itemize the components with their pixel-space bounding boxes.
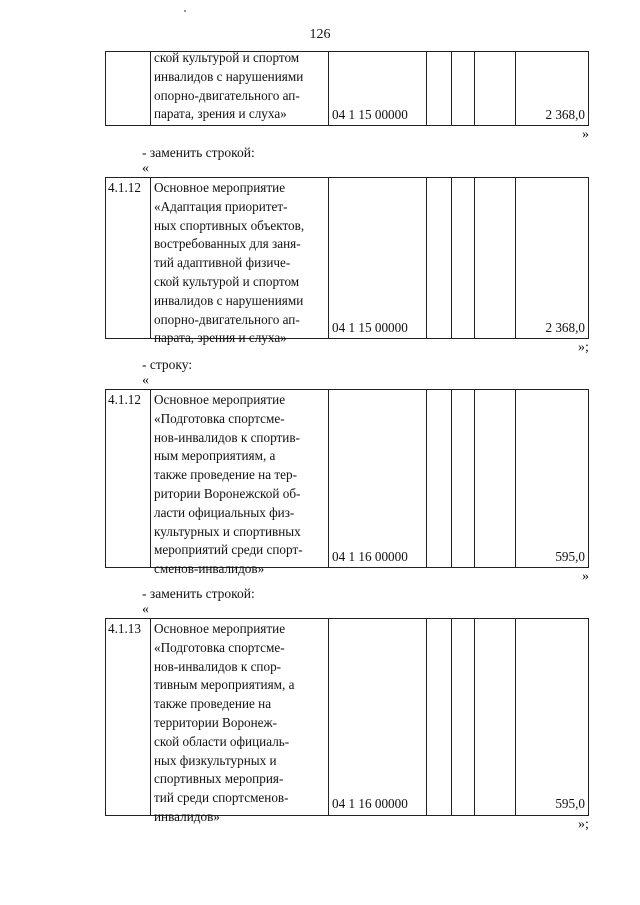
closing-quote: »;: [578, 817, 589, 832]
page-number: 126: [309, 27, 331, 42]
closing-quote: »: [582, 127, 589, 142]
row-description: Основное мероприятие «Адаптация приоритет- ных спортивных объектов, востребованных для заня- тий адаптивной физиче- ской культурой и спортом инвалидов с нарушениями опорно-двигательного ап- парата, зрения и слуха»: [154, 180, 305, 346]
row-description: ской культурой и спортом инвалидов с нарушениями опорно-двигательного ап- парата, зрения и слуха»: [154, 50, 304, 122]
scan-speck: [184, 10, 186, 12]
closing-quote: »: [582, 569, 589, 584]
row-description: Основное мероприятие «Подготовка спортсме- нов-инвалидов к спортив- ным мероприятиям, а также проведение на тер- ритории Воронежской об- ласти официальных физ- культурных и спортивных мероприятий среди спорт- сменов-инвалидов»: [154, 392, 303, 577]
row-number: 4.1.12: [108, 180, 141, 195]
row-code: 04 1 15 00000: [332, 107, 408, 122]
opening-quote: «: [142, 373, 149, 388]
instruction-replace: - заменить строкой:: [142, 145, 255, 160]
row-value: 2 368,0: [545, 320, 585, 335]
table-row-4-1-12-old: [105, 389, 589, 577]
instruction-replace: - заменить строкой:: [142, 586, 255, 601]
opening-quote: «: [142, 602, 149, 617]
table-row-4-1-13: [105, 618, 589, 824]
row-description: Основное мероприятие «Подготовка спортсме- нов-инвалидов к спор- тивным мероприятиям, а также проведение на территории Воронеж- ской области официаль- ных физкультурных и спортивных мероприя- тий среди спортсменов- инвалидов»: [154, 621, 295, 824]
row-value: 595,0: [555, 796, 585, 811]
table-row-continuation: [105, 51, 589, 126]
row-code: 04 1 16 00000: [332, 549, 408, 564]
row-number: 4.1.13: [108, 621, 141, 636]
closing-quote: »;: [578, 340, 589, 355]
row-code: 04 1 15 00000: [332, 320, 408, 335]
instruction-row: - строку:: [142, 357, 193, 372]
opening-quote: «: [142, 161, 149, 176]
table-row-4-1-12-new: [105, 177, 589, 346]
row-value: 2 368,0: [545, 107, 585, 122]
row-value: 595,0: [555, 549, 585, 564]
row-code: 04 1 16 00000: [332, 796, 408, 811]
row-number: 4.1.12: [108, 392, 141, 407]
